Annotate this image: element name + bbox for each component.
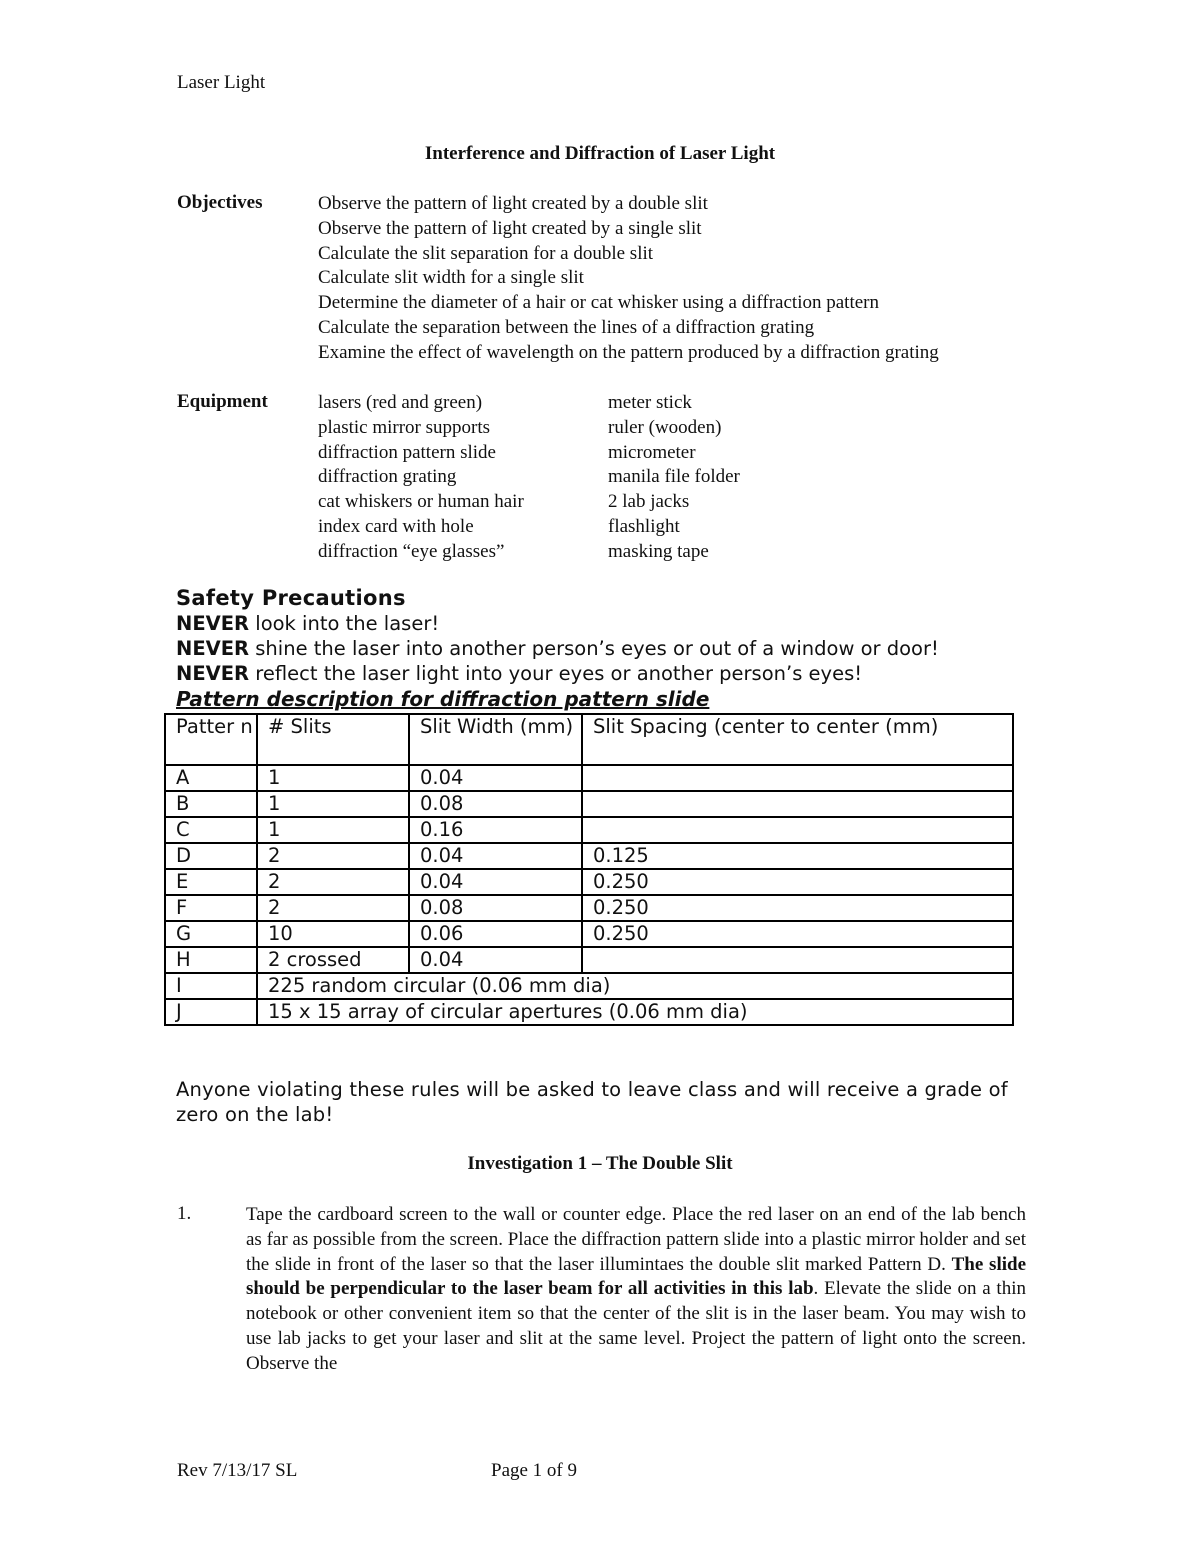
document-title: Interference and Diffraction of Laser Light: [424, 143, 776, 164]
table-header-row: [165, 714, 1013, 765]
equipment-column-2: [608, 391, 740, 565]
safety-heading: Safety Precautions: [176, 586, 406, 610]
step-text: [246, 1203, 1026, 1377]
table-row: [165, 999, 1013, 1025]
table-cell: 0.125: [582, 843, 1013, 869]
table-row: [165, 843, 1013, 869]
objectives-label: Objectives: [177, 192, 263, 213]
table-cell: 10: [257, 921, 409, 947]
table-cell: F: [165, 895, 257, 921]
diffraction-pattern-table: [164, 713, 1014, 1026]
objective-item: Determine the diameter of a hair or cat whisker using a diffraction pattern: [318, 292, 879, 314]
equipment-item: masking tape: [608, 540, 709, 562]
rule-text: look into the laser!: [249, 612, 440, 635]
table-cell: 0.250: [582, 895, 1013, 921]
table-cell: 1: [257, 791, 409, 817]
table-cell: 0.04: [409, 843, 582, 869]
table-cell: 15 x 15 array of circular apertures (0.06 mm dia): [257, 999, 1013, 1025]
table-cell: B: [165, 791, 257, 817]
equipment-item: index card with hole: [318, 515, 474, 537]
table-cell: 2: [257, 869, 409, 895]
table-cell: A: [165, 765, 257, 791]
objective-item: Calculate slit width for a single slit: [318, 267, 584, 289]
rule-keyword: NEVER: [176, 637, 250, 660]
table-cell: G: [165, 921, 257, 947]
equipment-item: micrometer: [608, 441, 696, 463]
table-cell: [582, 765, 1013, 791]
table-cell: 0.04: [409, 765, 582, 791]
table-cell: [582, 947, 1013, 973]
rule-text: reflect the laser light into your eyes or another person’s eyes!: [249, 662, 863, 685]
equipment-label: Equipment: [177, 391, 268, 412]
footer-revision: Rev 7/13/17 SL: [177, 1460, 298, 1481]
table-cell: I: [165, 973, 257, 999]
rule-keyword: NEVER: [176, 662, 250, 685]
table-cell: 0.04: [409, 947, 582, 973]
step-text-part: Tape the cardboard screen to the wall or counter edge. Place the red laser on an end of the lab bench as far as possible from the screen. Place the diffraction pattern slide into a plastic mirror holder and set the slide in front of the laser so that the laser illumintaes the double slit marked Pattern D.: [246, 1204, 1026, 1275]
equipment-item: cat whiskers or human hair: [318, 491, 524, 513]
table-cell: [582, 817, 1013, 843]
equipment-item: diffraction “eye glasses”: [318, 540, 505, 562]
table-cell: 2 crossed: [257, 947, 409, 973]
equipment-item: flashlight: [608, 515, 680, 537]
safety-rule: [176, 662, 862, 685]
table-cell: H: [165, 947, 257, 973]
table-cell: 1: [257, 765, 409, 791]
table-cell: 0.250: [582, 869, 1013, 895]
table-row: [165, 947, 1013, 973]
equipment-item: plastic mirror supports: [318, 416, 491, 438]
equipment-item: manila file folder: [608, 466, 740, 488]
safety-rule: [176, 637, 939, 660]
table-cell: J: [165, 999, 257, 1025]
table-cell: 0.16: [409, 817, 582, 843]
column-header: # Slits: [257, 714, 409, 765]
table-cell: 1: [257, 817, 409, 843]
table-cell: 2: [257, 895, 409, 921]
table-cell: 0.08: [409, 791, 582, 817]
step-number: 1.: [177, 1203, 192, 1224]
objective-item: Observe the pattern of light created by a double slit: [318, 193, 708, 214]
table-cell: [582, 791, 1013, 817]
table-row: [165, 817, 1013, 843]
footer-page-number: Page 1 of 9: [491, 1460, 578, 1481]
table-cell: 2: [257, 843, 409, 869]
column-header: Slit Width (mm): [409, 714, 582, 765]
table-row: [165, 921, 1013, 947]
table-cell: 0.06: [409, 921, 582, 947]
objective-item: Calculate the slit separation for a double slit: [318, 242, 654, 264]
step-text-bold: The slide should be perpendicular to the laser beam for all activities in this lab: [246, 1253, 1027, 1300]
objective-item: Calculate the separation between the lines of a diffraction grating: [318, 316, 815, 338]
equipment-item: diffraction grating: [318, 466, 457, 488]
column-header: Slit Spacing (center to center (mm): [582, 714, 1013, 765]
objectives-list: [318, 192, 939, 366]
table-cell: D: [165, 843, 257, 869]
running-head: Laser Light: [177, 72, 266, 93]
equipment-item: 2 lab jacks: [608, 491, 690, 513]
rule-text: shine the laser into another person’s eyes or out of a window or door!: [249, 637, 939, 660]
table-cell: 0.08: [409, 895, 582, 921]
table-cell: 0.04: [409, 869, 582, 895]
equipment-item: ruler (wooden): [608, 416, 722, 438]
table-cell: C: [165, 817, 257, 843]
table-row: [165, 869, 1013, 895]
table-row: [165, 895, 1013, 921]
safety-rule: [176, 612, 439, 635]
warning-text: Anyone violating these rules will be asked to leave class and will receive a grade of zero on the lab!: [176, 1078, 1008, 1126]
table-row: [165, 765, 1013, 791]
investigation-title: Investigation 1 – The Double Slit: [467, 1153, 733, 1174]
equipment-item: lasers (red and green): [318, 392, 483, 413]
table-row: [165, 973, 1013, 999]
rule-keyword: NEVER: [176, 612, 250, 635]
step-text-part: . Elevate the slide on a thin notebook or other convenient item so that the center of the slit is in the laser beam. You may wish to use lab jacks to get your laser and slit at the same level. Project the pattern of light onto the screen. Observe the: [246, 1278, 1026, 1374]
column-header: Patter n: [165, 714, 257, 765]
table-row: [165, 791, 1013, 817]
objective-item: Examine the effect of wavelength on the pattern produced by a diffraction grating: [318, 341, 939, 363]
equipment-item: meter stick: [608, 392, 692, 413]
equipment-item: diffraction pattern slide: [318, 441, 496, 463]
table-cell: E: [165, 869, 257, 895]
pattern-heading: Pattern description for diffraction pattern slide: [176, 687, 710, 711]
table-cell: 0.250: [582, 921, 1013, 947]
table-cell: 225 random circular (0.06 mm dia): [257, 973, 1013, 999]
equipment-column-1: [318, 391, 524, 565]
objective-item: Observe the pattern of light created by a single slit: [318, 217, 702, 239]
